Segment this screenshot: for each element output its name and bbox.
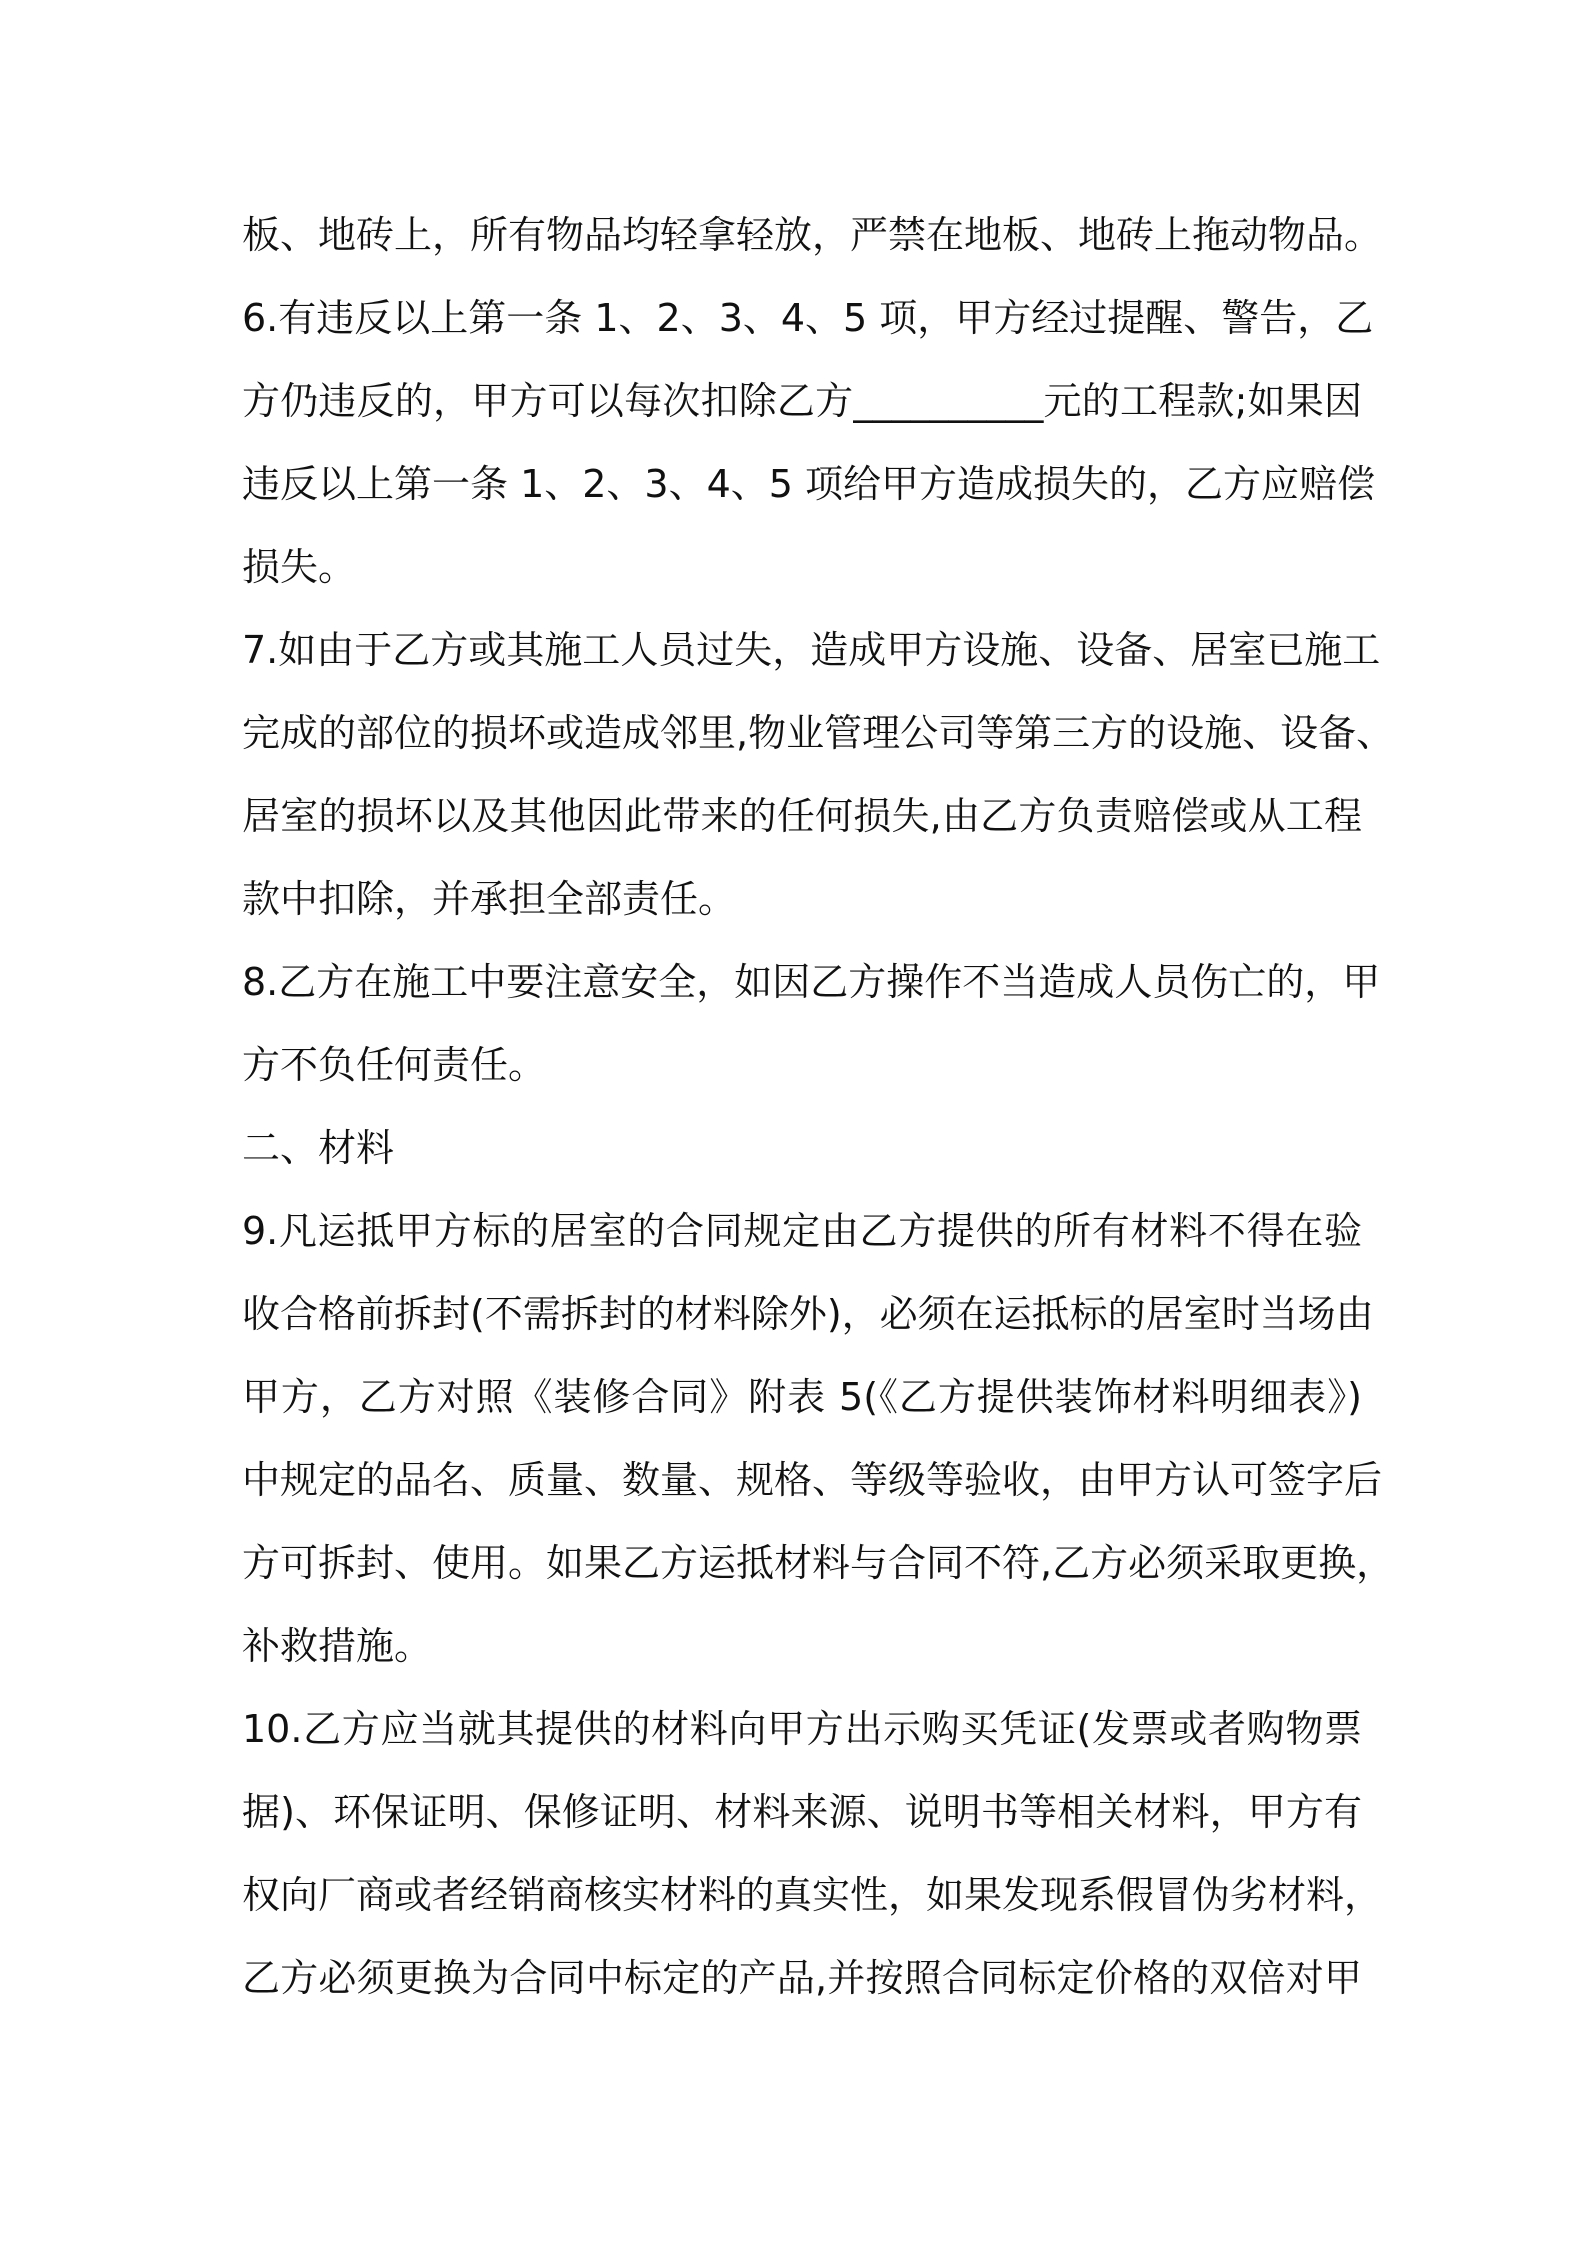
text-line: 完成的部位的损坏或造成邻里,物业管理公司等第三方的设施、设备、	[242, 711, 1395, 755]
text-line: 10.乙方应当就其提供的材料向甲方出示购买凭证(发票或者购物票	[242, 1707, 1362, 1751]
text-line: 损失。	[242, 545, 357, 589]
text-line: 甲方，乙方对照《装修合同》附表 5(《乙方提供装饰材料明细表》)	[242, 1375, 1362, 1419]
text-line: 方不负任何责任。	[242, 1043, 547, 1087]
text-line: 居室的损坏以及其他因此带来的任何损失,由乙方负责赔偿或从工程	[242, 794, 1362, 838]
text-line: 方可拆封、使用。如果乙方运抵材料与合同不符,乙方必须采取更换，	[242, 1541, 1395, 1585]
text-line: 补救措施。	[242, 1624, 433, 1668]
text-line: 8.乙方在施工中要注意安全，如因乙方操作不当造成人员伤亡的，甲	[242, 960, 1381, 1004]
text-line: 款中扣除，并承担全部责任。	[242, 877, 737, 921]
section-heading: 二、材料	[242, 1126, 395, 1170]
text-line: 方仍违反的，甲方可以每次扣除乙方__________元的工程款;如果因	[242, 379, 1362, 423]
text-line: 板、地砖上，所有物品均轻拿轻放，严禁在地板、地砖上拖动物品。	[242, 213, 1383, 257]
text-line: 7.如由于乙方或其施工人员过失，造成甲方设施、设备、居室已施工	[242, 628, 1381, 672]
text-line: 9.凡运抵甲方标的居室的合同规定由乙方提供的所有材料不得在验	[242, 1209, 1362, 1253]
text-line: 收合格前拆封(不需拆封的材料除外)，必须在运抵标的居室时当场由	[242, 1292, 1374, 1336]
text-line: 中规定的品名、质量、数量、规格、等级等验收，由甲方认可签字后	[242, 1458, 1383, 1502]
text-line: 乙方必须更换为合同中标定的产品,并按照合同标定价格的双倍对甲	[242, 1956, 1362, 2000]
text-line: 6.有违反以上第一条 1、2、3、4、5 项，甲方经过提醒、警告，乙	[242, 296, 1374, 340]
text-line: 权向厂商或者经销商核实材料的真实性，如果发现系假冒伪劣材料，	[242, 1873, 1383, 1917]
text-line: 违反以上第一条 1、2、3、4、5 项给甲方造成损失的，乙方应赔偿	[242, 462, 1376, 506]
text-line: 据)、环保证明、保修证明、材料来源、说明书等相关材料，甲方有	[242, 1790, 1362, 1834]
document-body	[242, 194, 1395, 2020]
